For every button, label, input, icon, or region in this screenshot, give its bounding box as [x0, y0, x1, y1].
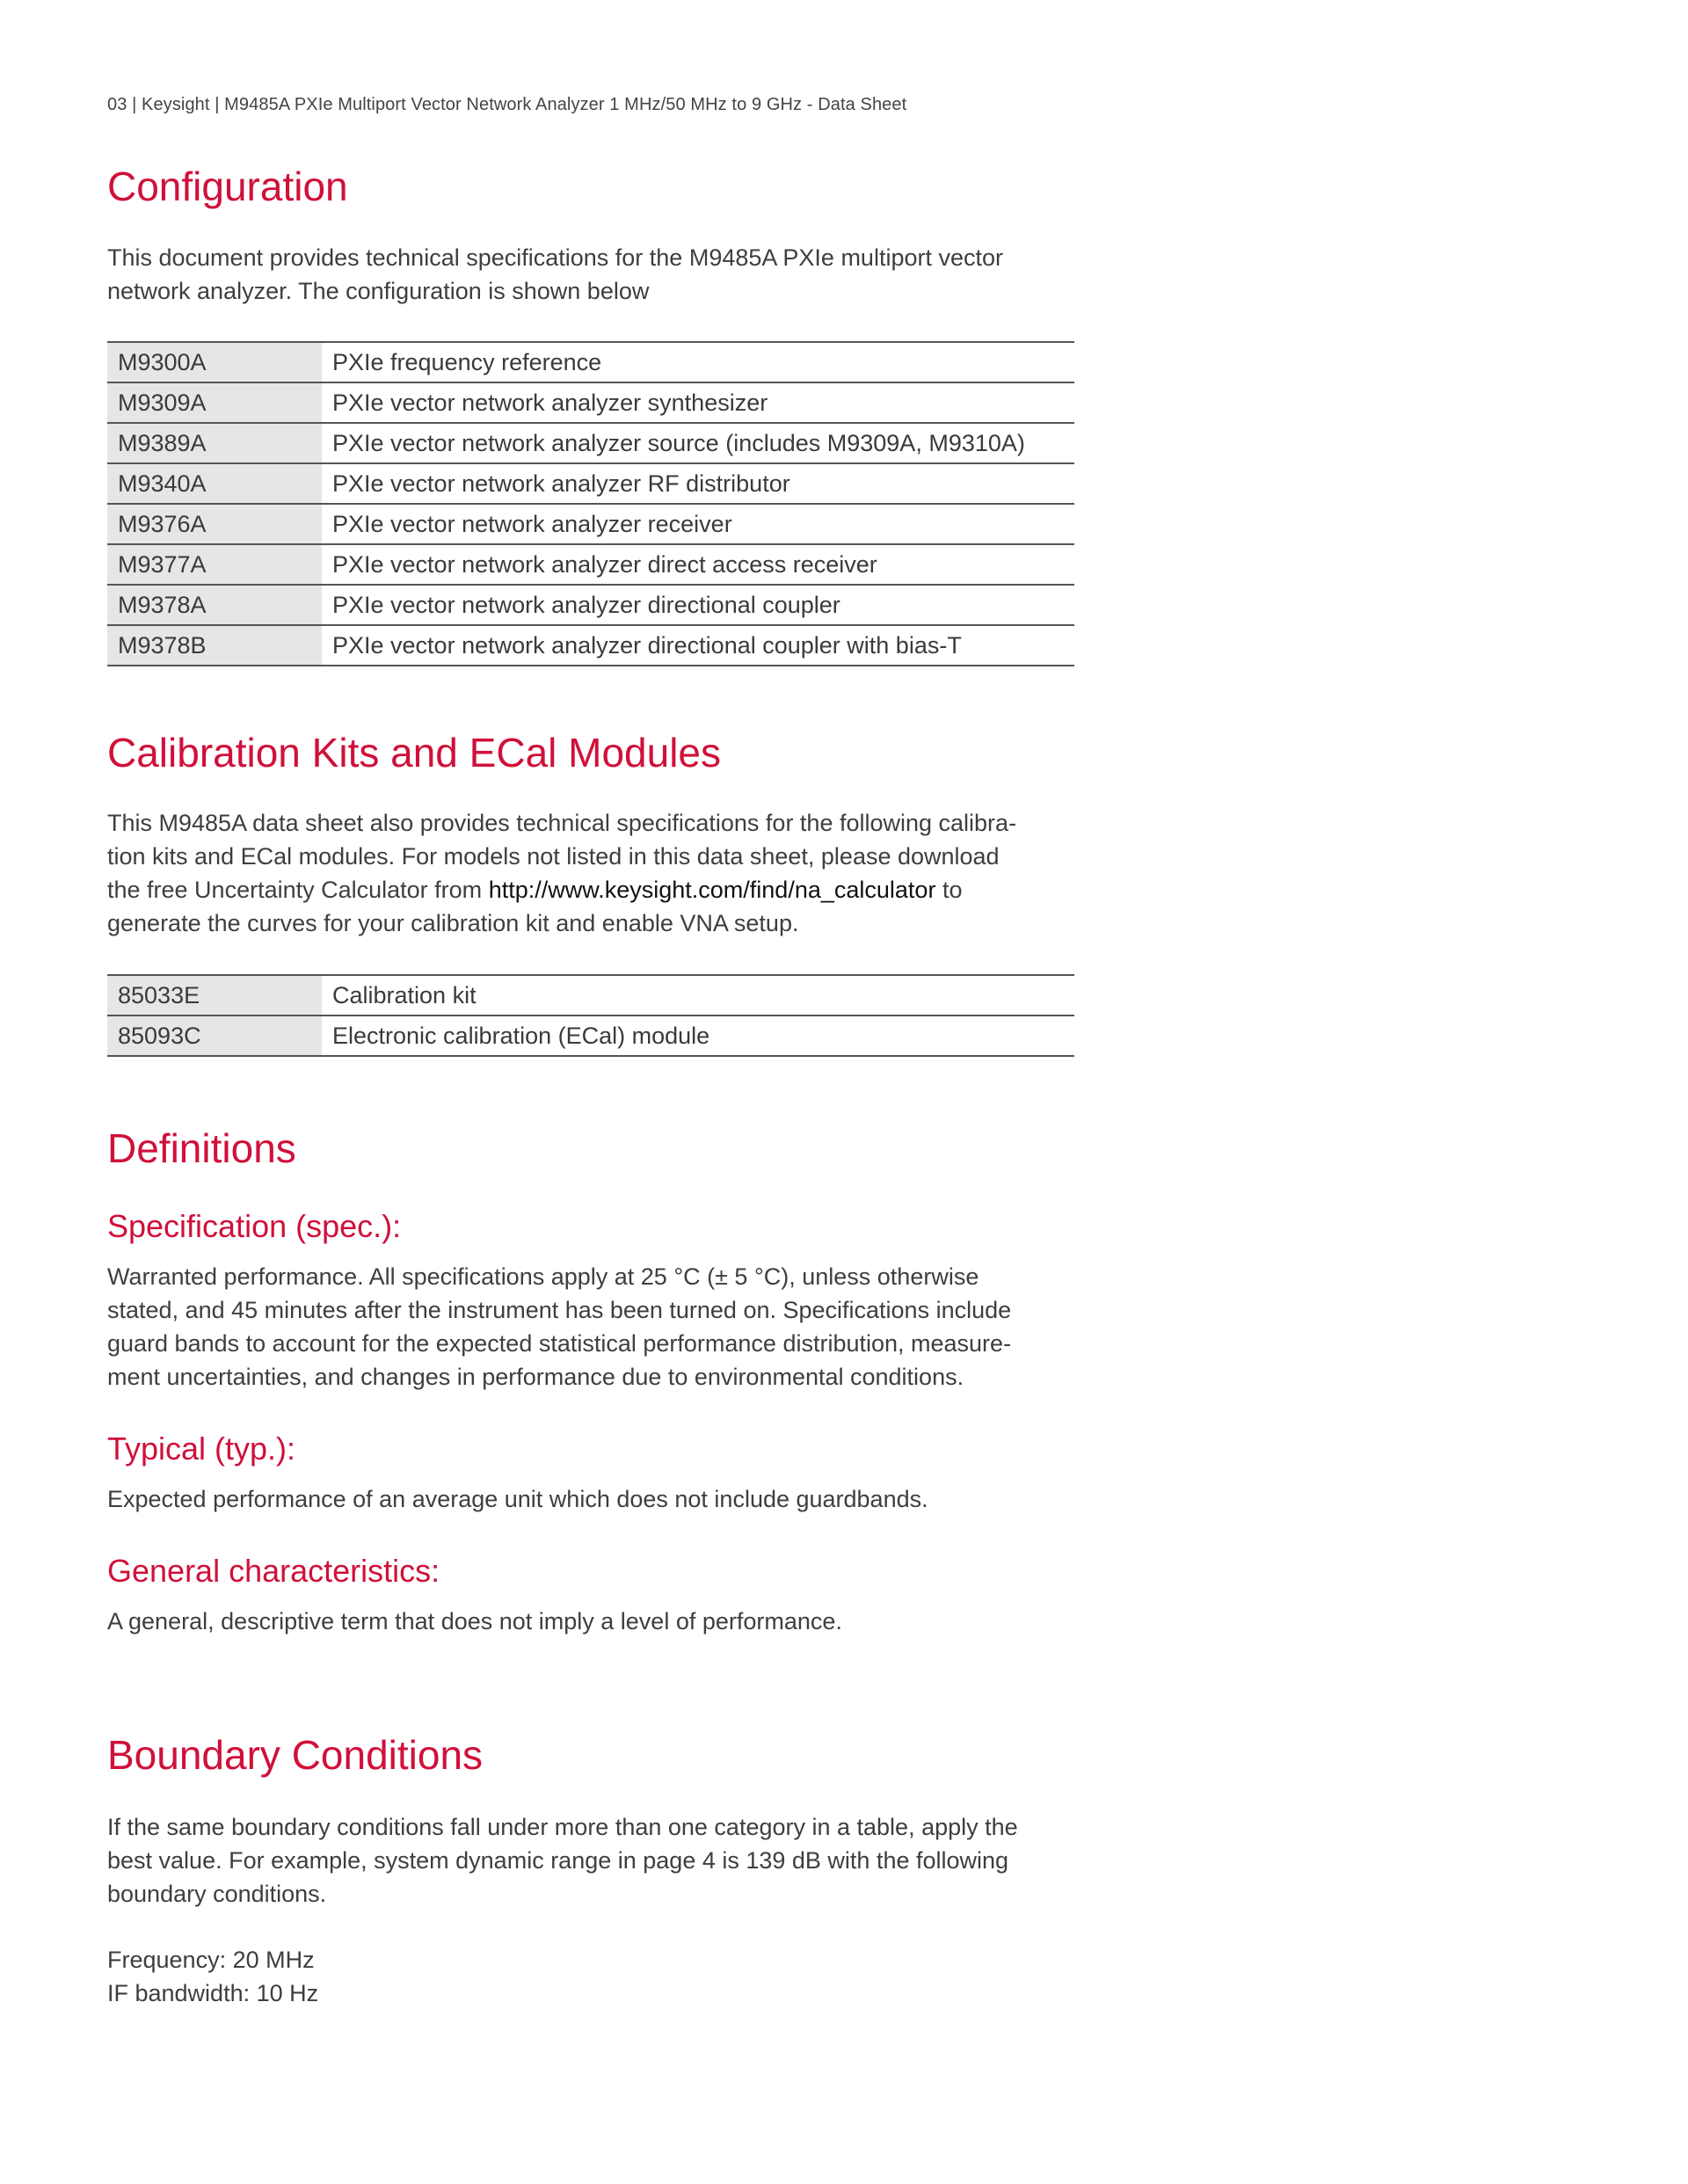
na-calculator-link[interactable]: http://www.keysight.com/find/na_calculator	[488, 877, 936, 903]
table-row	[107, 625, 1074, 666]
specification-line: stated, and 45 minutes after the instrument has been turned on. Specifications include	[107, 1297, 1012, 1323]
description-cell: PXIe vector network analyzer receiver	[322, 504, 1074, 544]
model-cell: M9378B	[107, 625, 322, 666]
table-row	[107, 544, 1074, 585]
boundary-values	[107, 1943, 1092, 2010]
model-cell: M9378A	[107, 585, 322, 625]
table-row	[107, 975, 1074, 1016]
description-cell: PXIe vector network analyzer directional coupler with bias-T	[322, 625, 1074, 666]
definitions-title: Definitions	[107, 1125, 296, 1171]
table-row	[107, 382, 1074, 423]
description-cell: PXIe vector network analyzer synthesizer	[322, 382, 1074, 423]
model-cell: 85093C	[107, 1016, 322, 1056]
general-heading: General characteristics:	[107, 1553, 440, 1589]
boundary-line: If the same boundary conditions fall under more than one category in a table, apply the	[107, 1814, 1018, 1840]
specification-heading: Specification (spec.):	[107, 1208, 402, 1244]
calibration-text: the free Uncertainty Calculator from	[107, 877, 489, 903]
if-bandwidth-value: IF bandwidth: 10 Hz	[107, 1980, 319, 2006]
configuration-title: Configuration	[107, 164, 348, 209]
table-row	[107, 585, 1074, 625]
table-row	[107, 504, 1074, 544]
model-cell: M9309A	[107, 382, 322, 423]
calibration-title: Calibration Kits and ECal Modules	[107, 730, 722, 775]
calibration-line	[107, 873, 1092, 906]
intro-line: This document provides technical specifications for the M9485A PXIe multiport vector	[107, 244, 1003, 271]
table-row	[107, 342, 1074, 382]
specification-text	[107, 1260, 1092, 1394]
description-cell: PXIe vector network analyzer RF distributor	[322, 463, 1074, 504]
typical-heading: Typical (typ.):	[107, 1431, 296, 1467]
description-cell: Calibration kit	[322, 975, 1074, 1016]
configuration-intro	[107, 241, 1092, 308]
specification-line: ment uncertainties, and changes in performance due to environmental conditions.	[107, 1364, 964, 1390]
description-cell: Electronic calibration (ECal) module	[322, 1016, 1074, 1056]
description-cell: PXIe vector network analyzer directional coupler	[322, 585, 1074, 625]
model-cell: M9377A	[107, 544, 322, 585]
table-row	[107, 463, 1074, 504]
boundary-line: boundary conditions.	[107, 1881, 327, 1907]
model-cell: M9389A	[107, 423, 322, 463]
model-cell: 85033E	[107, 975, 322, 1016]
boundary-title: Boundary Conditions	[107, 1732, 484, 1778]
calibration-text: to	[935, 877, 963, 903]
description-cell: PXIe frequency reference	[322, 342, 1074, 382]
frequency-value: Frequency: 20 MHz	[107, 1947, 315, 1973]
general-line: A general, descriptive term that does not imply a level of performance.	[107, 1608, 842, 1634]
calibration-line: This M9485A data sheet also provides technical specifications for the following calibra-	[107, 810, 1017, 836]
boundary-text	[107, 1810, 1092, 1911]
boundary-line: best value. For example, system dynamic range in page 4 is 139 dB with the following	[107, 1847, 1009, 1874]
description-cell: PXIe vector network analyzer direct access receiver	[322, 544, 1074, 585]
typical-line: Expected performance of an average unit which does not include guardbands.	[107, 1486, 928, 1512]
model-cell: M9340A	[107, 463, 322, 504]
table-row	[107, 1016, 1074, 1056]
typical-text	[107, 1482, 1092, 1516]
calibration-table	[107, 974, 1074, 1057]
model-cell: M9376A	[107, 504, 322, 544]
intro-line: network analyzer. The configuration is shown below	[107, 278, 650, 304]
description-cell: PXIe vector network analyzer source (includes M9309A, M9310A)	[322, 423, 1074, 463]
specification-line: guard bands to account for the expected statistical performance distribution, measure-	[107, 1330, 1012, 1357]
calibration-line: tion kits and ECal modules. For models not listed in this data sheet, please download	[107, 843, 1000, 870]
table-row	[107, 423, 1074, 463]
running-header: 03 | Keysight | M9485A PXIe Multiport Vector Network Analyzer 1 MHz/50 MHz to 9 GHz - Data Sheet	[107, 95, 907, 114]
calibration-intro	[107, 806, 1092, 940]
configuration-table	[107, 341, 1074, 666]
general-text	[107, 1605, 1092, 1638]
model-cell: M9300A	[107, 342, 322, 382]
specification-line: Warranted performance. All specifications apply at 25 °C (± 5 °C), unless otherwise	[107, 1263, 979, 1290]
calibration-line: generate the curves for your calibration kit and enable VNA setup.	[107, 910, 799, 936]
